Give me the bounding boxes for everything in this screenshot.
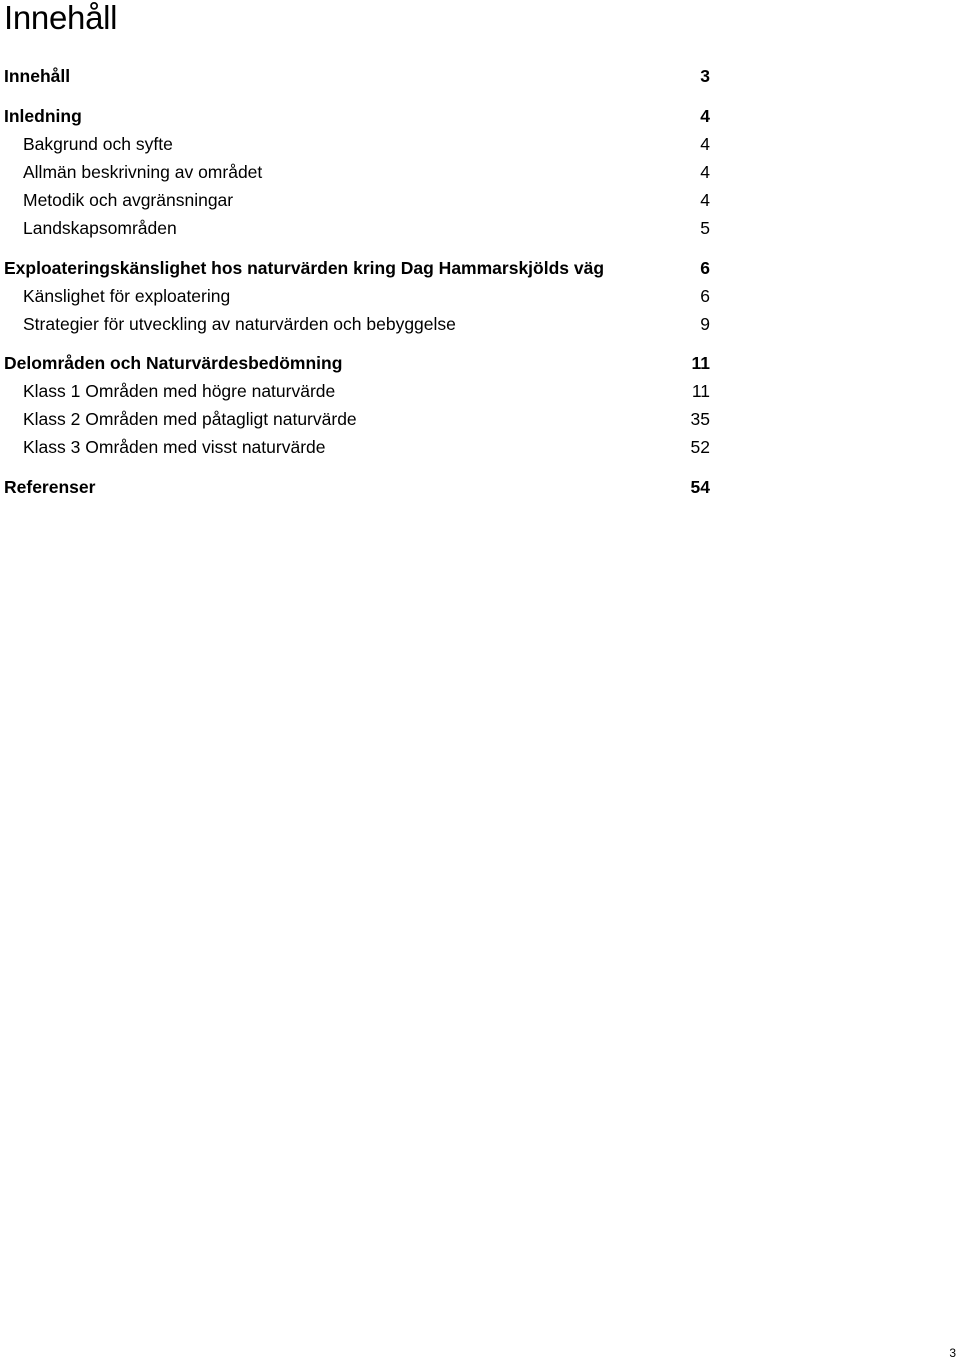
toc-entry-page: 54 <box>690 477 710 497</box>
toc-entry-page: 3 <box>700 66 710 86</box>
toc-entry-title: Inledning <box>4 106 82 126</box>
toc-entry-klass-1[interactable] <box>0 379 712 403</box>
toc-entry-page: 4 <box>700 190 710 210</box>
toc-entry-referenser[interactable] <box>0 475 712 499</box>
toc-entry-page: 4 <box>700 106 710 126</box>
toc-entry-title: Metodik och avgränsningar <box>23 190 234 210</box>
toc-entry-exploateringskanslighet[interactable] <box>0 256 712 280</box>
toc-entry-title: Exploateringskänslighet hos naturvärden kring Dag Hammarskjölds väg <box>4 258 605 278</box>
toc-entry-klass-2[interactable] <box>0 407 712 431</box>
toc-entry-page: 11 <box>691 381 710 401</box>
toc-entry-title: Landskapsområden <box>23 218 177 238</box>
toc-entry-page: 11 <box>691 353 710 373</box>
page-title: Innehåll <box>4 0 118 36</box>
toc-entry-page: 9 <box>700 314 710 334</box>
toc-entry-page: 6 <box>700 286 710 306</box>
footer-page-number: 3 <box>949 1346 956 1360</box>
toc-entry-page: 35 <box>690 409 710 429</box>
toc-entry-delomraden[interactable] <box>0 351 712 375</box>
toc-entry-klass-3[interactable] <box>0 435 712 459</box>
toc-entry-page: 52 <box>690 437 710 457</box>
toc-entry-innehall[interactable] <box>0 64 712 88</box>
toc-entry-page: 4 <box>700 134 710 154</box>
toc-entry-bakgrund[interactable] <box>0 132 712 156</box>
toc-entry-title: Innehåll <box>4 66 71 86</box>
toc-entry-title: Referenser <box>4 477 96 497</box>
toc-entry-title: Klass 1 Områden med högre naturvärde <box>23 381 336 401</box>
toc-entry-title: Klass 2 Områden med påtagligt naturvärde <box>23 409 357 429</box>
toc-entry-page: 6 <box>700 258 710 278</box>
toc-entry-metodik[interactable] <box>0 188 712 212</box>
toc-entry-strategier[interactable] <box>0 312 712 336</box>
toc-entry-title: Strategier för utveckling av naturvärden och bebyggelse <box>23 314 456 334</box>
toc-entry-inledning[interactable] <box>0 104 712 128</box>
toc-entry-title: Klass 3 Områden med visst naturvärde <box>23 437 326 457</box>
toc-entry-page: 4 <box>700 162 710 182</box>
toc-entry-title: Delområden och Naturvärdesbedömning <box>4 353 343 373</box>
toc-entry-kanslighet[interactable] <box>0 284 712 308</box>
toc-entry-landskapsomraden[interactable] <box>0 216 712 240</box>
toc-entry-title: Allmän beskrivning av området <box>23 162 263 182</box>
toc-entry-title: Bakgrund och syfte <box>23 134 173 154</box>
toc-entry-title: Känslighet för exploatering <box>23 286 231 306</box>
toc-entry-allman-beskrivning[interactable] <box>0 160 712 184</box>
toc-entry-page: 5 <box>700 218 710 238</box>
